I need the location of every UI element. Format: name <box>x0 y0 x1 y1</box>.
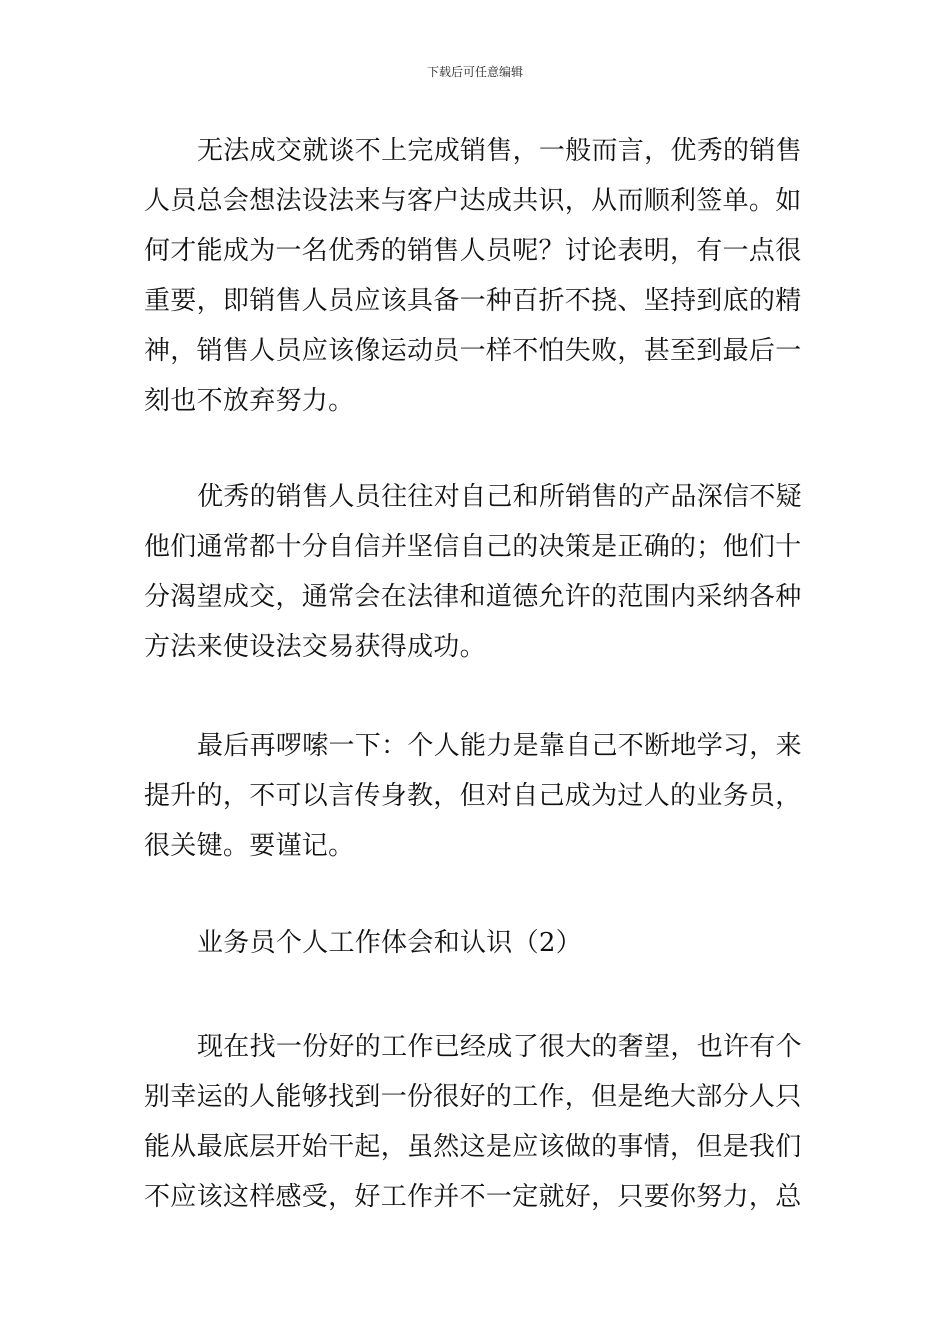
paragraph-line: 分渴望成交，通常会在法律和道德允许的范围内采纳各种 <box>144 582 802 612</box>
paragraph-line: 很关键。要谨记。 <box>144 831 355 861</box>
paragraph-line: 他们通常都十分自信并坚信自己的决策是正确的；他们十 <box>144 532 802 562</box>
paragraph-1 <box>144 126 808 426</box>
paragraph-line: 方法来使设法交易获得成功。 <box>144 632 486 662</box>
paragraph-line: 现在找一份好的工作已经成了很大的奢望，也许有个 <box>197 1032 802 1062</box>
paragraph-line: 别幸运的人能够找到一份很好的工作，但是绝大部分人只 <box>144 1082 802 1112</box>
paragraph-3 <box>144 721 808 871</box>
paragraph-line: 最后再啰嗦一下：个人能力是靠自己不断地学习，来 <box>197 731 802 761</box>
paragraph-line: 能从最底层开始干起，虽然这是应该做的事情，但是我们 <box>144 1132 802 1162</box>
paragraph-line: 何才能成为一名优秀的销售人员呢？讨论表明，有一点很 <box>144 236 802 266</box>
paragraph-line: 不应该这样感受，好工作并不一定就好，只要你努力，总 <box>144 1182 802 1212</box>
paragraph-2 <box>144 472 808 672</box>
section-heading-text: 业务员个人工作体会和认识（2） <box>197 928 583 958</box>
paragraph-5 <box>144 1022 808 1222</box>
page-header: 下载后可任意编辑 <box>426 65 523 79</box>
paragraph-line: 无法成交就谈不上完成销售，一般而言，优秀的销售 <box>197 136 802 166</box>
section-heading <box>144 918 808 968</box>
paragraph-line: 提升的，不可以言传身教，但对自己成为过人的业务员， <box>144 781 802 811</box>
paragraph-line: 人员总会想法设法来与客户达成共识，从而顺利签单。如 <box>144 186 802 216</box>
paragraph-line: 优秀的销售人员往往对自己和所销售的产品深信不疑 <box>197 482 802 512</box>
paragraph-line: 刻也不放弃努力。 <box>144 386 355 416</box>
paragraph-line: 神，销售人员应该像运动员一样不怕失败，甚至到最后一 <box>144 336 802 366</box>
paragraph-line: 重要，即销售人员应该具备一种百折不挠、坚持到底的精 <box>144 286 802 316</box>
